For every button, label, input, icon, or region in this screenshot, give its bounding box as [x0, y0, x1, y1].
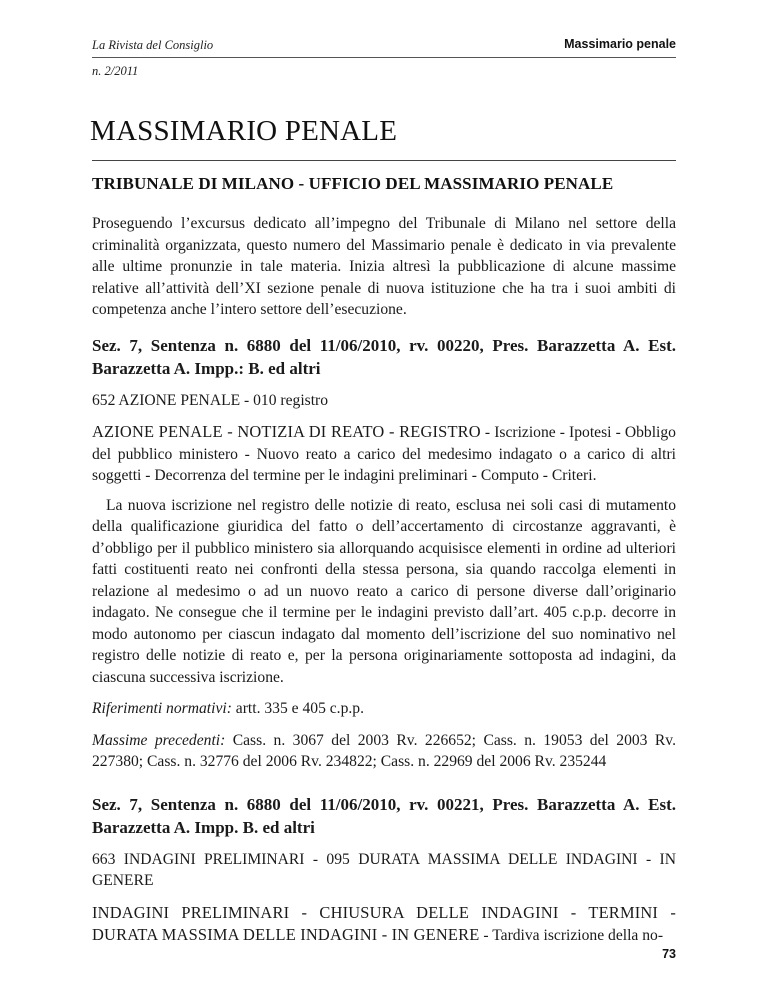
- journal-name: La Rivista del Consiglio: [92, 38, 214, 52]
- normative-label: Riferimenti normativi:: [92, 700, 232, 717]
- maxim-heading: [92, 902, 676, 947]
- page-subtitle: TRIBUNALE DI MILANO - UFFICIO DEL MASSIMARIO PENALE: [92, 174, 614, 193]
- maxim-heading-caps: AZIONE PENALE - NOTIZIA DI REATO - REGISTRO: [92, 422, 481, 441]
- previous-text: Cass. n. 3067 del 2003 Rv. 226652; Cass. n. 19053 del 2003 Rv. 227380; Cass. n. 32776 del 2006 Rv. 234822; Cass. n. 22969 del 2006 Rv. 235244: [92, 731, 676, 770]
- maxim-body: La nuova iscrizione nel registro delle notizie di reato, esclusa nei soli casi di mutamento della qualificazione giuridica del fatto o dell’accertamento di circostanze aggravanti, è d’obbligo per il pubblico ministero sia allorquando acquisisce elementi in ordine ad ulteriori fatti costituenti reato nei confronti della stessa persona, sia quando raccolga elementi in relazione al medesimo o ad un nuovo reato a carico di persone diverse dall’originario indagato. Ne consegue che il termine per le indagini previsto dall’art. 405 c.p.p. decorre in modo autonomo per ciascun indagato dal momento dell’iscrizione del suo nominativo nel registro delle notizie di reato e, per la persona originariamente sottoposta ad indagini, da ciascuna successiva iscrizione.: [92, 496, 676, 686]
- previous-maxims: [92, 730, 676, 773]
- maxim-heading-rest: - Iscrizione - Ipotesi - Obbligo del pubblico ministero - Nuovo reato a carico del medesimo indagato o a carico di altri soggetti - Decorrenza del termine per le indagini preliminari - Computo - Criteri.: [92, 424, 676, 484]
- intro-paragraph: Proseguendo l’excursus dedicato all’impegno del Tribunale di Milano nel settore della criminalità organizzata, questo numero del Massimario penale è dedicato in via prevalente alle ultime pronunzie in tale materia. Inizia altresì la pubblicazione di alcune massime relative all’attività dell’XI sezione penale di nuova istituzione che ha tra i suoi ambiti di competenza anche l’intero settore dell’esecuzione.: [92, 215, 676, 318]
- title-rule: [92, 160, 676, 161]
- maxim-heading-caps: INDAGINI PRELIMINARI - CHIUSURA DELLE INDAGINI - TERMINI - DURATA MASSIMA DELLE INDAGINI - IN GENERE: [92, 902, 676, 944]
- normative-text: artt. 335 e 405 c.p.p.: [231, 700, 364, 717]
- maxim-entry-1: [92, 334, 676, 773]
- sentence-reference: Sez. 7, Sentenza n. 6880 del 11/06/2010, rv. 00221, Pres. Barazzetta A. Est. Barazzetta A. Impp. B. ed altri: [92, 794, 676, 837]
- section-name: Massimario penale: [564, 37, 676, 51]
- spacer: [92, 783, 676, 793]
- classification-code: 652 AZIONE PENALE - 010 registro: [92, 391, 329, 409]
- sentence-reference: Sez. 7, Sentenza n. 6880 del 11/06/2010, rv. 00220, Pres. Barazzetta A. Est. Barazzetta A. Impp.: B. ed altri: [92, 335, 676, 378]
- maxim-entry-2: [92, 793, 676, 947]
- page-title: MASSIMARIO PENALE: [90, 115, 398, 147]
- page-number: 73: [662, 947, 676, 961]
- maxim-heading: [92, 421, 676, 487]
- issue-number: n. 2/2011: [92, 64, 139, 78]
- previous-label: Massime precedenti:: [92, 731, 226, 749]
- classification-code: 663 INDAGINI PRELIMINARI - 095 DURATA MASSIMA DELLE INDAGINI - IN GENERE: [92, 850, 676, 889]
- maxim-heading-rest: - Tardiva iscrizione della no-: [479, 927, 664, 944]
- header-rule: [92, 57, 676, 58]
- main-content: [92, 213, 676, 955]
- normative-references: [92, 698, 676, 720]
